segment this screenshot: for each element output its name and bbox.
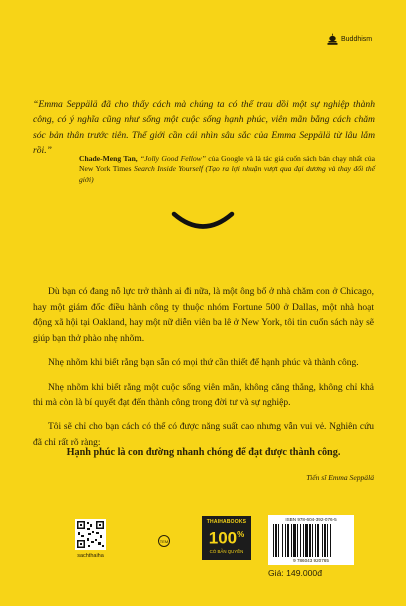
attribution-book-vn: (Tạo ra lợi nhuận vượt qua đại dương và thay đổi thế giới): [79, 164, 375, 184]
qr-code[interactable]: [75, 519, 106, 550]
publisher-logo-text: Buddhism: [341, 35, 373, 43]
author-signature: Tiến sĩ Emma Seppälä: [306, 473, 374, 482]
body-paragraph: Tôi sẽ chỉ cho bạn cách có thể có được năng suất cao nhưng vẫn vui vẻ. Nghiên cứu đã chỉ rất rõ ràng:: [33, 422, 374, 449]
badge-brand: THAIHABOOKS: [206, 519, 247, 525]
quote-attribution: [79, 154, 375, 185]
badge-number: 100%: [208, 528, 245, 548]
isbn-text: ISBN 978-604-392-076-5: [285, 517, 337, 522]
attribution-title: “Jolly Good Fellow”: [140, 154, 206, 163]
stupa-icon: [327, 33, 338, 45]
body-paragraph: Dù bạn có đang nỗ lực trở thành ai đi nữa, là một ông bố ở nhà chăm con ở Chicago, hay một giám đốc điều hành công ty thuộc nhóm Fortune 500 ở Dallas, một nhà hoạt động xã hội tại Oakland, hay một nữ diễn viên ba lê ở New York, tôi tin cuốn sách này sẽ giúp bạn thở phào nhẹ nhõm.: [33, 287, 374, 345]
copyright-badge: [202, 516, 251, 560]
badge-subtitle: CÓ BẢN QUYỀN: [209, 548, 244, 554]
body-paragraph: Nhẹ nhõm khi biết rằng bạn sẵn có mọi thứ cần thiết để hạnh phúc và thành công.: [48, 358, 359, 369]
highlight-statement: Hạnh phúc là con đường nhanh chóng để đạt được thành công.: [66, 447, 341, 458]
body-paragraph: Nhẹ nhõm khi biết rằng một cuộc sống viên mãn, không căng thẳng, không chỉ khả thi mà còn là bí quyết đạt đến thành công trong đời tư và sự nghiệp.: [33, 382, 374, 409]
barcode: [273, 524, 349, 557]
barcode-box: [268, 515, 354, 565]
barcode-number: 9 786043 920765: [293, 558, 329, 563]
smile-icon: [170, 209, 236, 233]
tem-stamp: TEM: [158, 535, 170, 547]
endorsement-quote: “Emma Seppälä đã cho thấy cách mà chúng ta có thể trau dồi một sự nghiệp thành công, có ý nghĩa cũng như sống một cuộc sống hạnh phúc, viên mãn bằng cách chăm sóc bản thân trước tiên. Thế giới cần cái nhìn sâu sắc của Emma Seppälä từ lâu lắm rồi.”: [33, 99, 375, 156]
price-label: Giá: 149.000đ: [268, 568, 322, 578]
body-text: [33, 285, 374, 452]
qr-label: sachthaiha: [77, 553, 104, 559]
attribution-name: Chade-Meng Tan,: [79, 154, 138, 163]
publisher-logo: [327, 33, 372, 45]
attribution-book: Search Inside Yourself: [134, 164, 203, 174]
attribution-text: của Google và là tác giả cuốn sách bán chạy nhất của New York Times: [79, 154, 375, 174]
